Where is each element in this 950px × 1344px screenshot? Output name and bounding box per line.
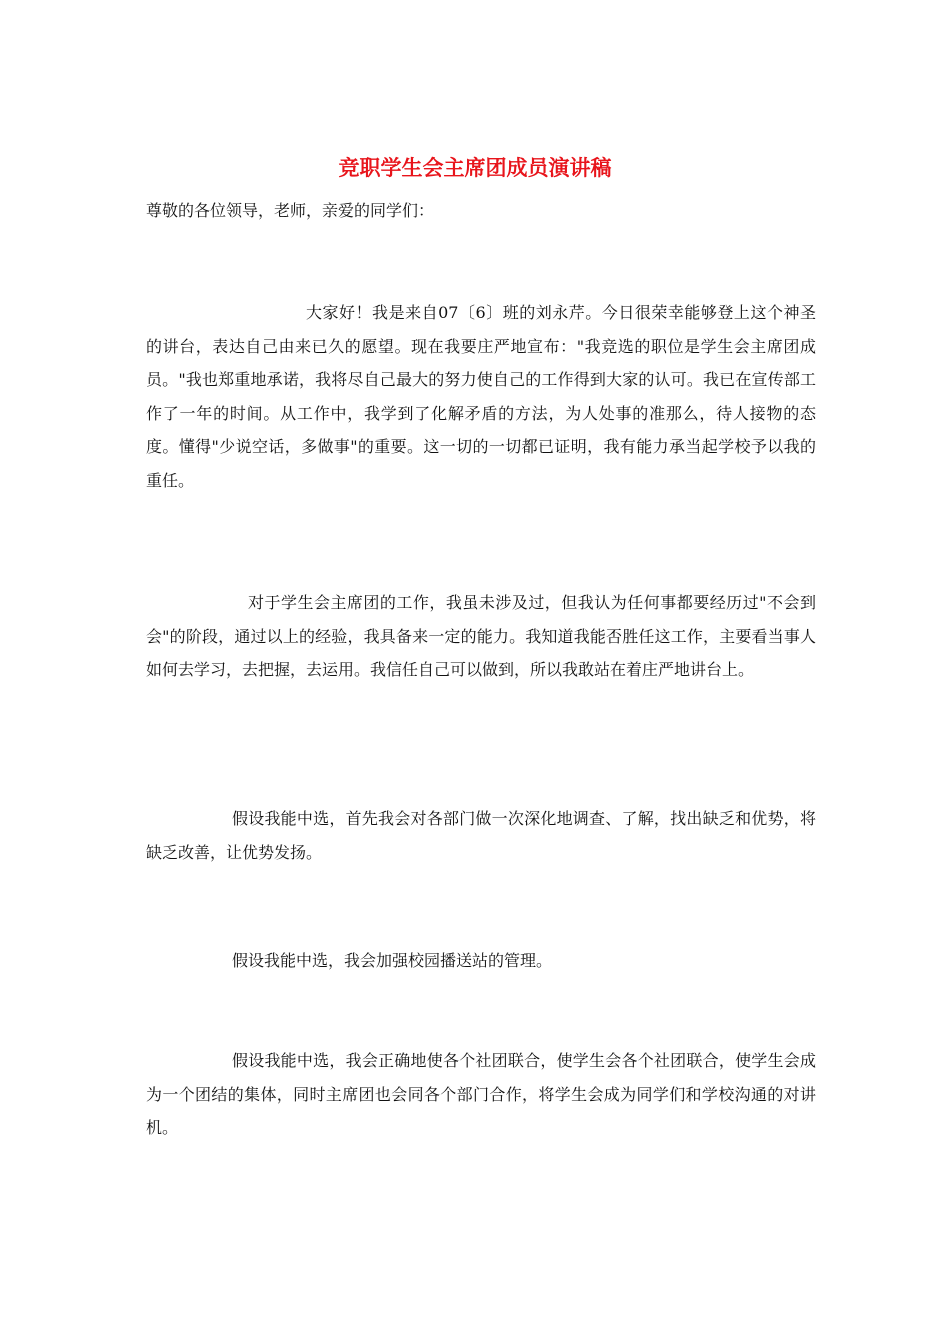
paragraph-3: 假设我能中选，首先我会对各部门做一次深化地调查、了解，找出缺乏和优势，将缺乏改善，让优势发扬。 xyxy=(146,809,816,862)
paragraph-4: 假设我能中选，我会加强校园播送站的管理。 xyxy=(232,951,553,970)
salutation: 尊敬的各位领导，老师，亲爱的同学们： xyxy=(146,201,435,220)
paragraph-2: 对于学生会主席团的工作，我虽未涉及过，但我认为任何事都要经历过"不会到会"的阶段，通过以上的经验，我具备来一定的能力。我知道我能否胜任这工作，主要看当事人如何去学习，去把握，去运用。我信任自己可以做到，所以我敢站在着庄严地讲台上。 xyxy=(146,593,816,679)
paragraph-5: 假设我能中选，我会正确地使各个社团联合，使学生会各个社团联合，使学生会成为一个团结的集体，同时主席团也会同各个部门合作，将学生会成为同学们和学校沟通的对讲机。 xyxy=(146,1051,816,1137)
document-title: 竞职学生会主席团成员演讲稿 xyxy=(338,155,612,180)
paragraph-1: 大家好！我是来自07〔6〕班的刘永芹。今日很荣幸能够登上这个神圣的讲台，表达自己由来已久的愿望。现在我要庄严地宣布："我竞选的职位是学生会主席团成员。"我也郑重地承诺，我将尽自己最大的努力使自己的工作得到大家的认可。我已在宣传部工作了一年的时间。从工作中，我学到了化解矛盾的方法，为人处事的准那么，待人接物的态度。懂得"少说空话，多做事"的重要。这一切的一切都已证明，我有能力承当起学校予以我的重任。 xyxy=(146,303,816,490)
